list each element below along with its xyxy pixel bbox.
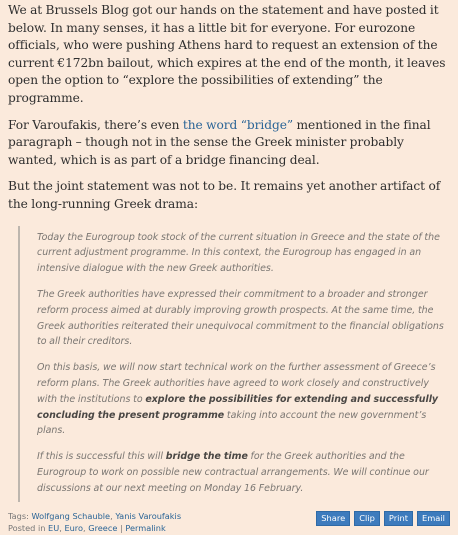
category-link-euro[interactable]: Euro: [64, 523, 83, 534]
quote-paragraph-3-end: taking into account the new government’s plans.: [37, 409, 427, 437]
category-link-eu[interactable]: EU: [48, 523, 60, 534]
permalink-separator: |: [117, 523, 126, 534]
email-button[interactable]: Email: [417, 511, 450, 526]
posted-in-label: Posted in: [8, 523, 49, 534]
article-paragraph-2: [8, 117, 450, 170]
quote-paragraph-4: [37, 449, 446, 496]
quote-paragraph-2: The Greek authorities have expressed their commitment to a broader and stronger reform process aimed at durably improving growth prospects. At the same time, the Greek authorities reiterated their unequivocal commitment to the financial obligations to all their creditors.: [37, 288, 444, 348]
clip-button[interactable]: Clip: [354, 511, 380, 526]
paragraph-2-text-end: mentioned in the final paragraph – though not in the sense the Greek minister probably wanted, which is as part of a bridge financing deal.: [8, 117, 431, 167]
article-paragraph-1: We at Brussels Blog got our hands on the statement and have posted it below. In many senses, it has a little bit for everyone. For eurozone officials, who were pushing Athens hard to request an extension of the current €172bn bailout, which expires at the end of the month, it leaves open the option to “explore the possibilities of extending” the programme.: [8, 3, 446, 105]
quote-paragraph-4-emphasis: bridge the time: [165, 451, 248, 463]
quote-paragraph-4-end: for the Greek authorities and the Eurogroup to work on possible new contractual arrangements. We will continue our discussions at our next meeting on Monday 16 February.: [37, 451, 429, 494]
article-paragraph-3: But the joint statement was not to be. It remains yet another artifact of the long-running Greek drama:: [8, 179, 441, 211]
tag-link-yanis-varoufakis[interactable]: Yanis Varoufakis: [115, 511, 182, 522]
share-toolbar: [316, 511, 450, 526]
category-separator: ,: [83, 523, 89, 534]
paragraph-2-text-start: For Varoufakis, there’s even: [8, 117, 183, 132]
eurogroup-statement-quote: [18, 226, 446, 503]
print-button[interactable]: Print: [384, 511, 413, 526]
quote-paragraph-3-start: On this basis, we will now start technical work on the further assessment of Greece’s reform plans. The Greek authorities have agreed to work closely and constructively with the institutions to: [37, 362, 436, 405]
quote-paragraph-4-start: If this is successful this will: [37, 451, 166, 463]
category-separator: ,: [59, 523, 65, 534]
share-button[interactable]: Share: [316, 511, 350, 526]
quote-paragraph-3-emphasis: explore the possibilities for extending and successfully concluding the present programme: [37, 393, 439, 421]
tag-separator: ,: [110, 511, 116, 522]
bridge-word-link[interactable]: the word “bridge”: [182, 117, 294, 132]
quote-paragraph-1: Today the Eurogroup took stock of the current situation in Greece and the state of the current adjustment programme. In this context, the Eurogroup has engaged in an intensive dialogue with the new Greek authorities.: [37, 231, 440, 275]
category-link-greece[interactable]: Greece: [88, 523, 118, 534]
permalink-link[interactable]: Permalink: [125, 523, 166, 534]
tags-label: Tags:: [8, 511, 32, 522]
quote-paragraph-3: [37, 360, 446, 439]
tag-link-wolfgang-schauble[interactable]: Wolfgang Schauble: [31, 511, 111, 522]
